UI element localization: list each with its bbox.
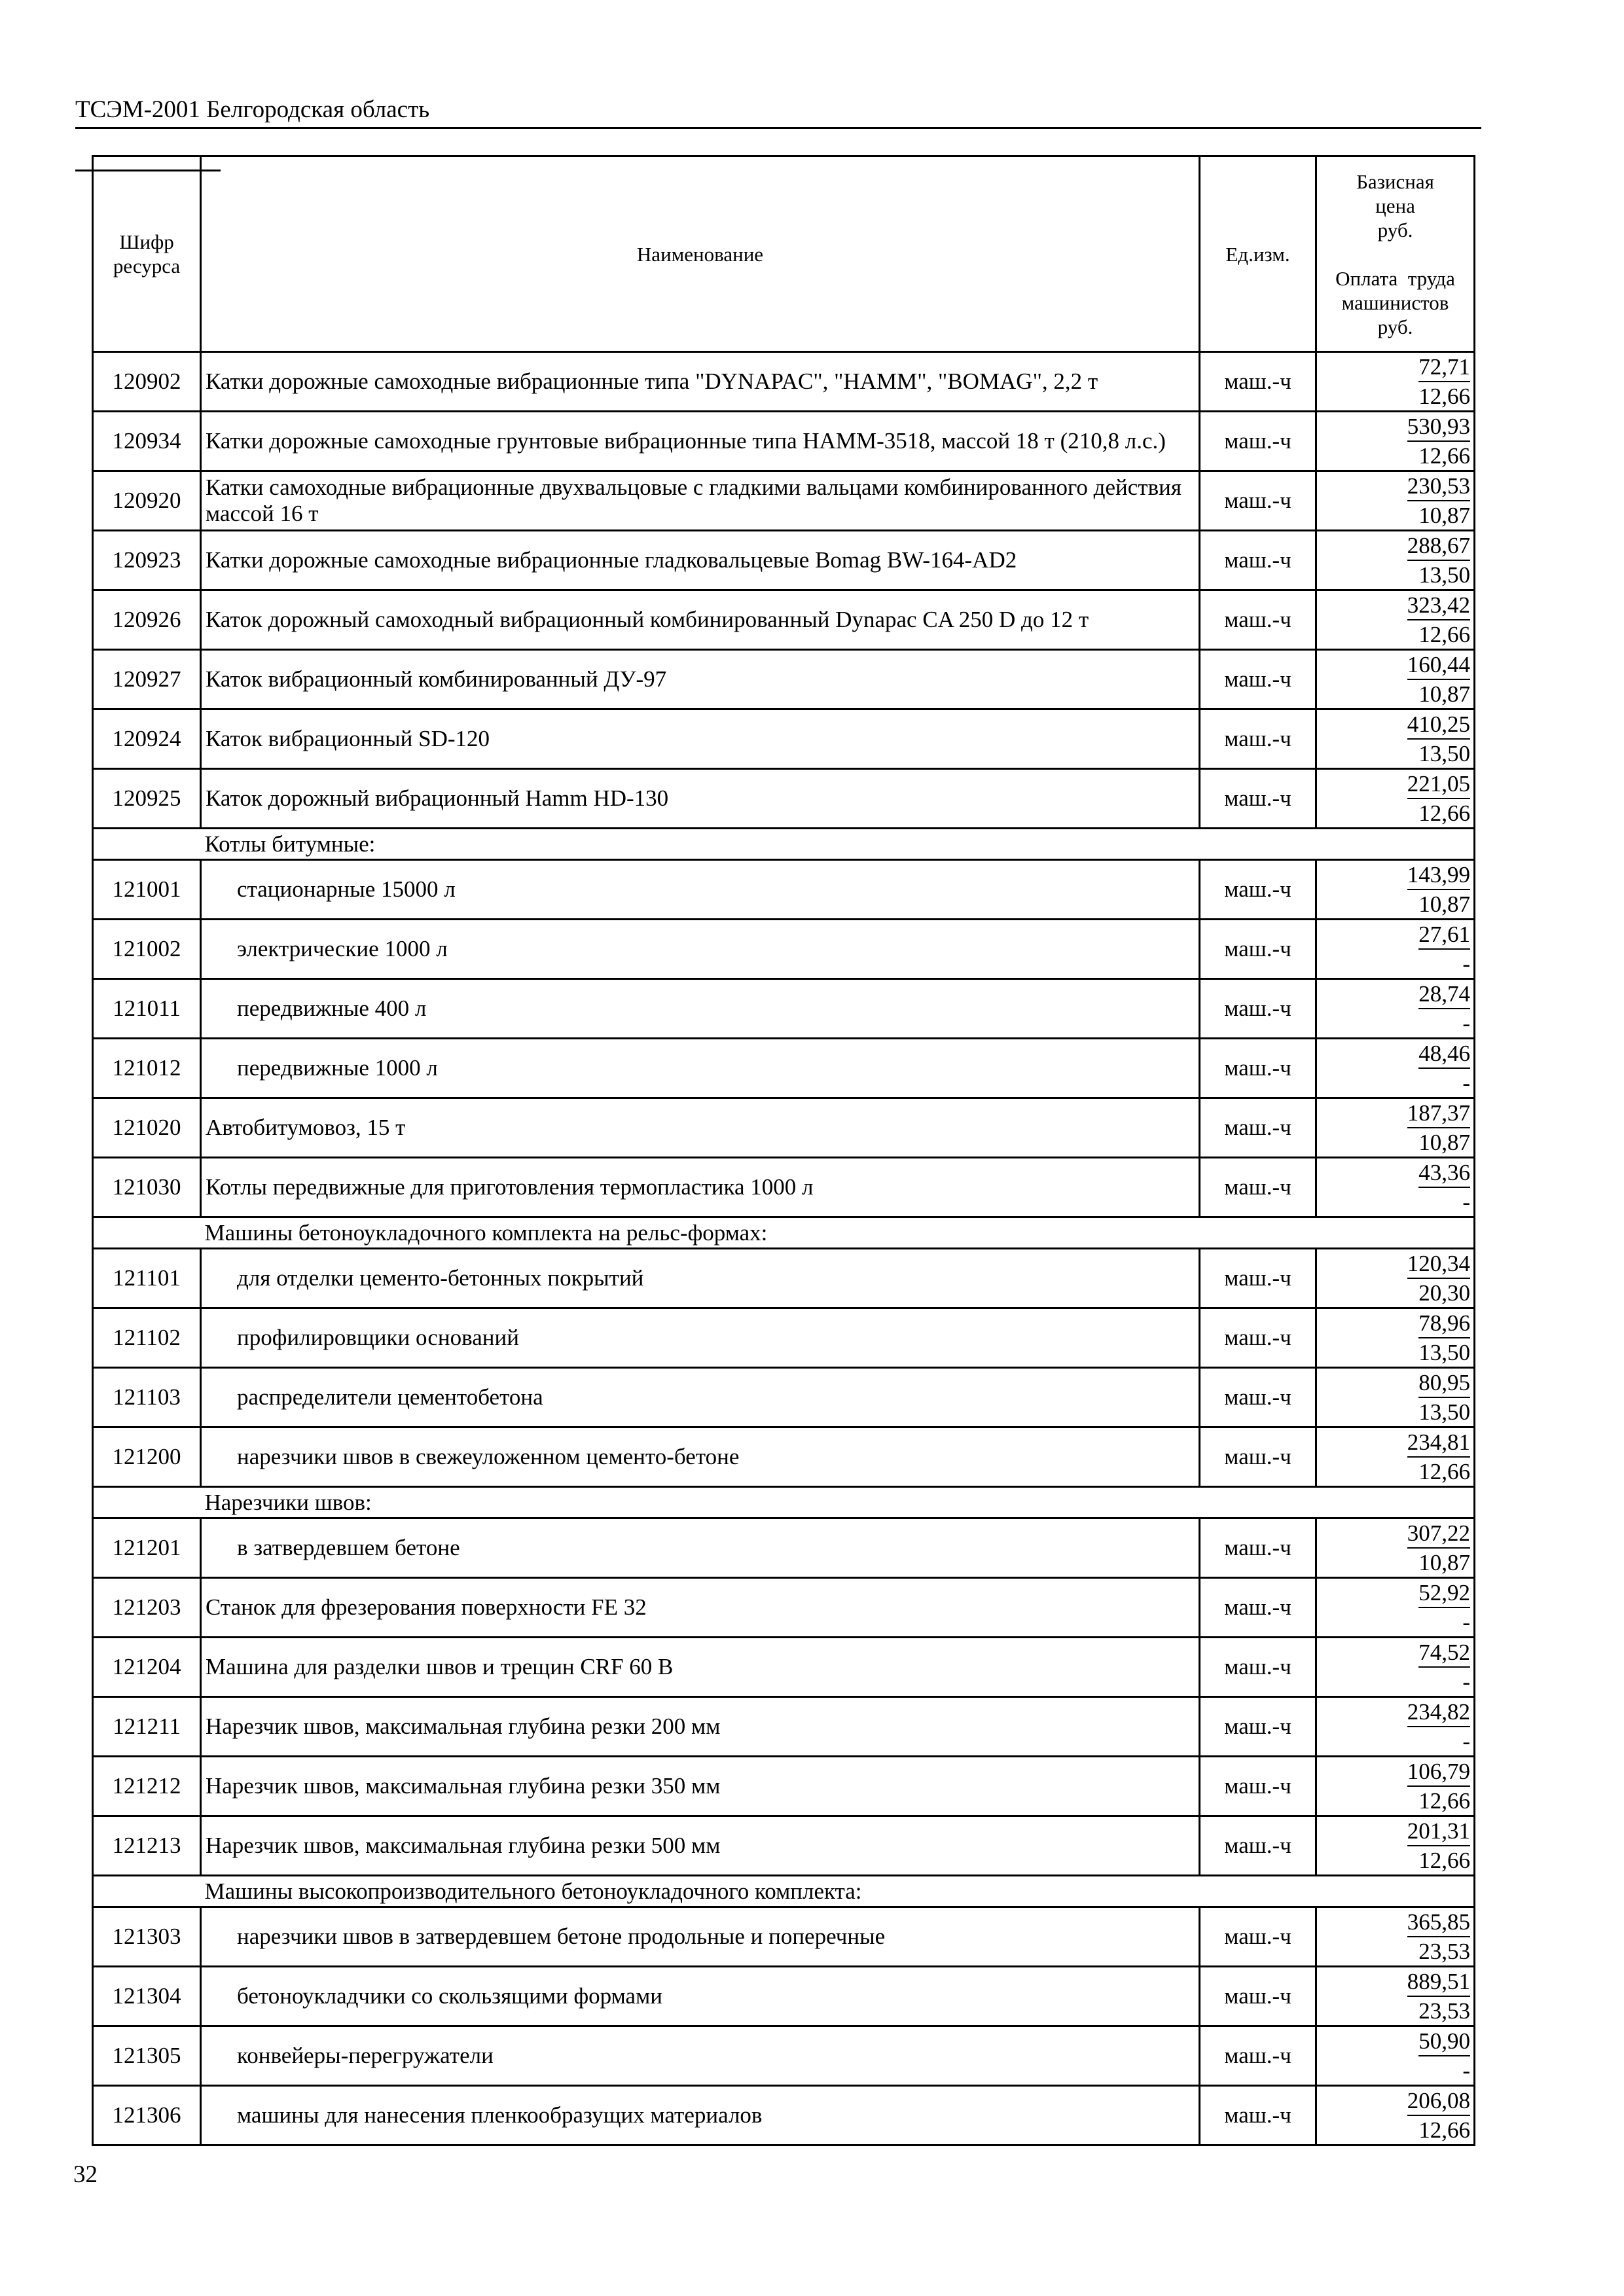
table-row xyxy=(93,1368,1475,1427)
operator-labor-cost: 13,50 xyxy=(1418,1340,1470,1365)
operator-labor-cost: - xyxy=(1462,1729,1470,1754)
resource-name: Катки дорожные самоходные вибрационные гладковальцевые Bomag BW-164-AD2 xyxy=(201,531,1200,590)
operator-labor-cost: 12,66 xyxy=(1418,1788,1470,1814)
base-price: 28,74 xyxy=(1418,980,1470,1009)
resource-name: Катки дорожные самоходные вибрационные типа "DYNAPAC", "HAMM", "BOMAG", 2,2 т xyxy=(201,352,1200,412)
price-cell xyxy=(1316,650,1475,709)
price-cell xyxy=(1316,1308,1475,1368)
base-price: 234,81 xyxy=(1407,1428,1470,1458)
resource-unit: маш.-ч xyxy=(1200,1816,1316,1876)
operator-labor-cost: 20,30 xyxy=(1418,1280,1470,1306)
base-price: 365,85 xyxy=(1407,1908,1470,1937)
table-row xyxy=(93,2026,1475,2086)
price-header-line: руб. xyxy=(1377,315,1413,338)
resource-code: 121200 xyxy=(93,1427,201,1487)
resource-code: 121304 xyxy=(93,1967,201,2026)
resource-code: 121306 xyxy=(93,2086,201,2145)
operator-labor-cost: 10,87 xyxy=(1418,1550,1470,1575)
resource-unit: маш.-ч xyxy=(1200,1757,1316,1816)
resource-unit: маш.-ч xyxy=(1200,1249,1316,1308)
base-price: 120,34 xyxy=(1407,1249,1470,1279)
resource-name: конвейеры-перегружатели xyxy=(201,2026,1200,2086)
operator-labor-cost: 10,87 xyxy=(1418,891,1470,917)
price-fraction xyxy=(1407,531,1470,589)
table-row xyxy=(93,1249,1475,1308)
operator-labor-cost: 13,50 xyxy=(1418,1399,1470,1425)
resource-name: бетоноукладчики со скользящими формами xyxy=(201,1967,1200,2026)
table-row xyxy=(93,860,1475,920)
price-fraction xyxy=(1407,472,1470,529)
price-fraction xyxy=(1418,353,1470,410)
resource-code: 121011 xyxy=(93,979,201,1039)
resource-code: 121001 xyxy=(93,860,201,920)
resource-code: 120924 xyxy=(93,709,201,769)
price-fraction xyxy=(1407,412,1470,470)
resource-unit: маш.-ч xyxy=(1200,1518,1316,1578)
operator-labor-cost: - xyxy=(1462,1669,1470,1695)
price-cell xyxy=(1316,412,1475,471)
price-cell xyxy=(1316,1697,1475,1757)
base-price: 52,92 xyxy=(1418,1579,1470,1608)
section-row xyxy=(93,829,1475,860)
resource-code: 120923 xyxy=(93,531,201,590)
operator-labor-cost: 23,53 xyxy=(1418,1998,1470,2024)
resource-name: электрические 1000 л xyxy=(201,920,1200,979)
resource-unit: маш.-ч xyxy=(1200,590,1316,650)
price-fraction xyxy=(1418,920,1470,978)
price-cell xyxy=(1316,1578,1475,1638)
resource-unit: маш.-ч xyxy=(1200,1039,1316,1098)
resource-name: Катки дорожные самоходные грунтовые вибрационные типа HAMM-3518, массой 18 т (210,8 л.с.) xyxy=(201,412,1200,471)
operator-labor-cost: 13,50 xyxy=(1418,741,1470,766)
table-row xyxy=(93,1158,1475,1217)
price-fraction xyxy=(1407,1967,1470,2025)
price-fraction xyxy=(1407,1908,1470,1965)
resource-name: распределители цементобетона xyxy=(201,1368,1200,1427)
base-price: 201,31 xyxy=(1407,1817,1470,1846)
price-header-line: руб. xyxy=(1377,218,1413,242)
resource-name: для отделки цементо-бетонных покрытий xyxy=(201,1249,1200,1308)
resource-name: профилировщики оснований xyxy=(201,1308,1200,1368)
section-row xyxy=(93,1217,1475,1249)
base-price: 410,25 xyxy=(1407,710,1470,740)
resource-code: 121103 xyxy=(93,1368,201,1427)
operator-labor-cost: 10,87 xyxy=(1418,503,1470,528)
price-cell xyxy=(1316,471,1475,531)
operator-labor-cost: - xyxy=(1462,1609,1470,1635)
resource-name: в затвердевшем бетоне xyxy=(201,1518,1200,1578)
price-cell xyxy=(1316,1757,1475,1816)
base-price: 307,22 xyxy=(1407,1519,1470,1549)
resource-code: 121211 xyxy=(93,1697,201,1757)
operator-labor-cost: - xyxy=(1462,1189,1470,1215)
price-cell xyxy=(1316,531,1475,590)
operator-labor-cost: 12,66 xyxy=(1418,2117,1470,2143)
table-row xyxy=(93,650,1475,709)
table-row xyxy=(93,1098,1475,1158)
table-row xyxy=(93,2086,1475,2145)
resource-code: 121012 xyxy=(93,1039,201,1098)
base-price: 889,51 xyxy=(1407,1967,1470,1997)
page-number: 32 xyxy=(73,2161,98,2188)
section-row xyxy=(93,1487,1475,1518)
price-fraction xyxy=(1407,591,1470,649)
base-price: 106,79 xyxy=(1407,1757,1470,1787)
column-header-unit: Ед.изм. xyxy=(1200,156,1316,352)
table-row xyxy=(93,769,1475,829)
resource-code: 121204 xyxy=(93,1638,201,1697)
price-fraction xyxy=(1407,1249,1470,1307)
price-header-line: Базисная xyxy=(1356,170,1434,193)
resource-name: Нарезчик швов, максимальная глубина резки 500 мм xyxy=(201,1816,1200,1876)
base-price: 72,71 xyxy=(1418,353,1470,382)
price-fraction xyxy=(1407,651,1470,708)
price-cell xyxy=(1316,1158,1475,1217)
price-fraction xyxy=(1407,861,1470,918)
resource-name: машины для нанесения пленкообразущих материалов xyxy=(201,2086,1200,2145)
table-row xyxy=(93,979,1475,1039)
operator-labor-cost: 10,87 xyxy=(1418,681,1470,707)
price-cell xyxy=(1316,1907,1475,1967)
price-fraction xyxy=(1418,1158,1470,1216)
operator-labor-cost: 12,66 xyxy=(1418,1459,1470,1484)
price-cell xyxy=(1316,1098,1475,1158)
base-price: 48,46 xyxy=(1418,1039,1470,1069)
operator-labor-cost: 12,66 xyxy=(1418,800,1470,826)
table-row xyxy=(93,1518,1475,1578)
price-cell xyxy=(1316,1249,1475,1308)
price-cell xyxy=(1316,920,1475,979)
section-code-cell xyxy=(93,1876,201,1907)
resource-code: 121303 xyxy=(93,1907,201,1967)
resource-code: 121020 xyxy=(93,1098,201,1158)
resource-code: 120902 xyxy=(93,352,201,412)
section-title: Машины высокопроизводительного бетоноукладочного комплекта: xyxy=(201,1876,1475,1907)
section-row xyxy=(93,1876,1475,1907)
price-fraction xyxy=(1418,1579,1470,1636)
price-cell xyxy=(1316,1967,1475,2026)
price-fraction xyxy=(1407,1817,1470,1874)
column-header-code-label: Шифр ресурса xyxy=(113,230,181,278)
operator-labor-cost: - xyxy=(1462,2058,1470,2083)
section-code-cell xyxy=(93,1487,201,1518)
operator-labor-cost: - xyxy=(1462,1070,1470,1096)
header-rule xyxy=(75,127,1481,129)
resource-unit: маш.-ч xyxy=(1200,1578,1316,1638)
resource-unit: маш.-ч xyxy=(1200,2026,1316,2086)
table-row xyxy=(93,1757,1475,1816)
resource-unit: маш.-ч xyxy=(1200,1098,1316,1158)
table-row xyxy=(93,1039,1475,1098)
operator-labor-cost: - xyxy=(1462,951,1470,977)
operator-labor-cost: 12,66 xyxy=(1418,1848,1470,1873)
resource-unit: маш.-ч xyxy=(1200,531,1316,590)
resource-name: передвижные 400 л xyxy=(201,979,1200,1039)
price-cell xyxy=(1316,979,1475,1039)
price-fraction xyxy=(1407,1428,1470,1486)
resource-unit: маш.-ч xyxy=(1200,412,1316,471)
price-cell xyxy=(1316,2086,1475,2145)
price-header-line: машинистов xyxy=(1341,291,1449,314)
resource-unit: маш.-ч xyxy=(1200,769,1316,829)
table-row xyxy=(93,1907,1475,1967)
price-fraction xyxy=(1407,770,1470,827)
table-row xyxy=(93,1638,1475,1697)
base-price: 143,99 xyxy=(1407,861,1470,890)
table-row xyxy=(93,1697,1475,1757)
resource-name: нарезчики швов в затвердевшем бетоне продольные и поперечные xyxy=(201,1907,1200,1967)
resource-code: 120920 xyxy=(93,471,201,531)
resource-unit: маш.-ч xyxy=(1200,1308,1316,1368)
base-price: 187,37 xyxy=(1407,1099,1470,1128)
resource-name: Каток дорожный самоходный вибрационный комбинированный Dynapac CA 250 D до 12 т xyxy=(201,590,1200,650)
resource-unit: маш.-ч xyxy=(1200,1368,1316,1427)
table-row xyxy=(93,709,1475,769)
price-fraction xyxy=(1418,2027,1470,2085)
section-code-cell xyxy=(93,1217,201,1249)
base-price: 160,44 xyxy=(1407,651,1470,680)
base-price: 43,36 xyxy=(1418,1158,1470,1188)
resource-unit: маш.-ч xyxy=(1200,1697,1316,1757)
base-price: 323,42 xyxy=(1407,591,1470,620)
price-header-line xyxy=(1317,242,1473,266)
operator-labor-cost: - xyxy=(1462,1011,1470,1036)
section-code-cell xyxy=(93,829,201,860)
base-price: 206,08 xyxy=(1407,2087,1470,2116)
section-title: Котлы битумные: xyxy=(201,829,1475,860)
operator-labor-cost: 12,66 xyxy=(1418,622,1470,647)
resource-name: передвижные 1000 л xyxy=(201,1039,1200,1098)
operator-labor-cost: 12,66 xyxy=(1418,384,1470,409)
resource-unit: маш.-ч xyxy=(1200,860,1316,920)
price-cell xyxy=(1316,590,1475,650)
resource-unit: маш.-ч xyxy=(1200,920,1316,979)
price-cell xyxy=(1316,1638,1475,1697)
base-price: 288,67 xyxy=(1407,531,1470,561)
resource-name: Каток вибрационный комбинированный ДУ-97 xyxy=(201,650,1200,709)
resource-unit: маш.-ч xyxy=(1200,1907,1316,1967)
price-cell xyxy=(1316,1368,1475,1427)
base-price: 530,93 xyxy=(1407,412,1470,442)
price-header-line: Оплата труда xyxy=(1335,266,1455,290)
table-header-row xyxy=(93,156,1475,352)
table-row xyxy=(93,412,1475,471)
price-cell xyxy=(1316,1427,1475,1487)
resource-unit: маш.-ч xyxy=(1200,352,1316,412)
column-header-price xyxy=(1316,156,1475,352)
column-header-name: Наименование xyxy=(201,156,1200,352)
resource-unit: маш.-ч xyxy=(1200,1967,1316,2026)
operator-labor-cost: 12,66 xyxy=(1418,443,1470,469)
table-row xyxy=(93,920,1475,979)
price-cell xyxy=(1316,1518,1475,1578)
resource-unit: маш.-ч xyxy=(1200,1158,1316,1217)
resource-name: Катки самоходные вибрационные двухвальцовые с гладкими вальцами комбинированного действия массой 16 т xyxy=(201,471,1200,531)
base-price: 50,90 xyxy=(1418,2027,1470,2056)
table-row xyxy=(93,471,1475,531)
resource-code: 121201 xyxy=(93,1518,201,1578)
resource-code: 121102 xyxy=(93,1308,201,1368)
resource-name: Машина для разделки швов и трещин CRF 60 B xyxy=(201,1638,1200,1697)
price-fraction xyxy=(1418,1638,1470,1696)
table-body xyxy=(93,352,1475,2145)
operator-labor-cost: 23,53 xyxy=(1418,1939,1470,1964)
resource-unit: маш.-ч xyxy=(1200,1427,1316,1487)
resource-name: нарезчики швов в свежеуложенном цементо-бетоне xyxy=(201,1427,1200,1487)
resource-name: Станок для фрезерования поверхности FE 32 xyxy=(201,1578,1200,1638)
price-cell xyxy=(1316,352,1475,412)
price-fraction xyxy=(1407,2087,1470,2144)
operator-labor-cost: 13,50 xyxy=(1418,562,1470,588)
resource-code: 121212 xyxy=(93,1757,201,1816)
price-fraction xyxy=(1407,1099,1470,1157)
resource-code: 121101 xyxy=(93,1249,201,1308)
resource-price-table xyxy=(92,155,1475,2146)
resource-code: 120927 xyxy=(93,650,201,709)
base-price: 80,95 xyxy=(1418,1369,1470,1398)
resource-code: 120925 xyxy=(93,769,201,829)
price-cell xyxy=(1316,860,1475,920)
operator-labor-cost: 10,87 xyxy=(1418,1130,1470,1155)
base-price: 74,52 xyxy=(1418,1638,1470,1668)
resource-name: Нарезчик швов, максимальная глубина резки 350 мм xyxy=(201,1757,1200,1816)
section-title: Машины бетоноукладочного комплекта на рельс-формах: xyxy=(201,1217,1475,1249)
resource-name: Котлы передвижные для приготовления термопластика 1000 л xyxy=(201,1158,1200,1217)
base-price: 221,05 xyxy=(1407,770,1470,799)
resource-unit: маш.-ч xyxy=(1200,2086,1316,2145)
price-cell xyxy=(1316,709,1475,769)
price-fraction xyxy=(1418,1369,1470,1426)
price-fraction xyxy=(1418,1039,1470,1097)
section-title: Нарезчики швов: xyxy=(201,1487,1475,1518)
table-row xyxy=(93,1427,1475,1487)
price-header-line: цена xyxy=(1375,194,1415,217)
resource-unit: маш.-ч xyxy=(1200,1638,1316,1697)
base-price: 78,96 xyxy=(1418,1309,1470,1338)
price-cell xyxy=(1316,1039,1475,1098)
resource-code: 121030 xyxy=(93,1158,201,1217)
price-fraction xyxy=(1407,1698,1470,1755)
resource-unit: маш.-ч xyxy=(1200,471,1316,531)
resource-unit: маш.-ч xyxy=(1200,979,1316,1039)
resource-name: Каток вибрационный SD-120 xyxy=(201,709,1200,769)
table-row xyxy=(93,590,1475,650)
resource-code: 121305 xyxy=(93,2026,201,2086)
column-header-code xyxy=(93,156,201,352)
resource-code: 120934 xyxy=(93,412,201,471)
resource-name: стационарные 15000 л xyxy=(201,860,1200,920)
resource-code: 121203 xyxy=(93,1578,201,1638)
resource-name: Каток дорожный вибрационный Hamm HD-130 xyxy=(201,769,1200,829)
resource-code: 120926 xyxy=(93,590,201,650)
price-fraction xyxy=(1407,1519,1470,1577)
table-row xyxy=(93,531,1475,590)
price-fraction xyxy=(1418,1309,1470,1367)
resource-unit: маш.-ч xyxy=(1200,709,1316,769)
resource-unit: маш.-ч xyxy=(1200,650,1316,709)
resource-code: 121002 xyxy=(93,920,201,979)
price-fraction xyxy=(1418,980,1470,1037)
price-fraction xyxy=(1407,710,1470,768)
base-price: 230,53 xyxy=(1407,472,1470,501)
base-price: 27,61 xyxy=(1418,920,1470,950)
table-row xyxy=(93,1578,1475,1638)
table-row xyxy=(93,1816,1475,1876)
resource-name: Автобитумовоз, 15 т xyxy=(201,1098,1200,1158)
table-row xyxy=(93,352,1475,412)
base-price: 234,82 xyxy=(1407,1698,1470,1727)
price-cell xyxy=(1316,2026,1475,2086)
price-cell xyxy=(1316,769,1475,829)
price-cell xyxy=(1316,1816,1475,1876)
resource-name: Нарезчик швов, максимальная глубина резки 200 мм xyxy=(201,1697,1200,1757)
table-row xyxy=(93,1967,1475,2026)
resource-code: 121213 xyxy=(93,1816,201,1876)
price-fraction xyxy=(1407,1757,1470,1815)
table-row xyxy=(93,1308,1475,1368)
page-header-title: ТСЭМ-2001 Белгородская область xyxy=(75,96,430,123)
